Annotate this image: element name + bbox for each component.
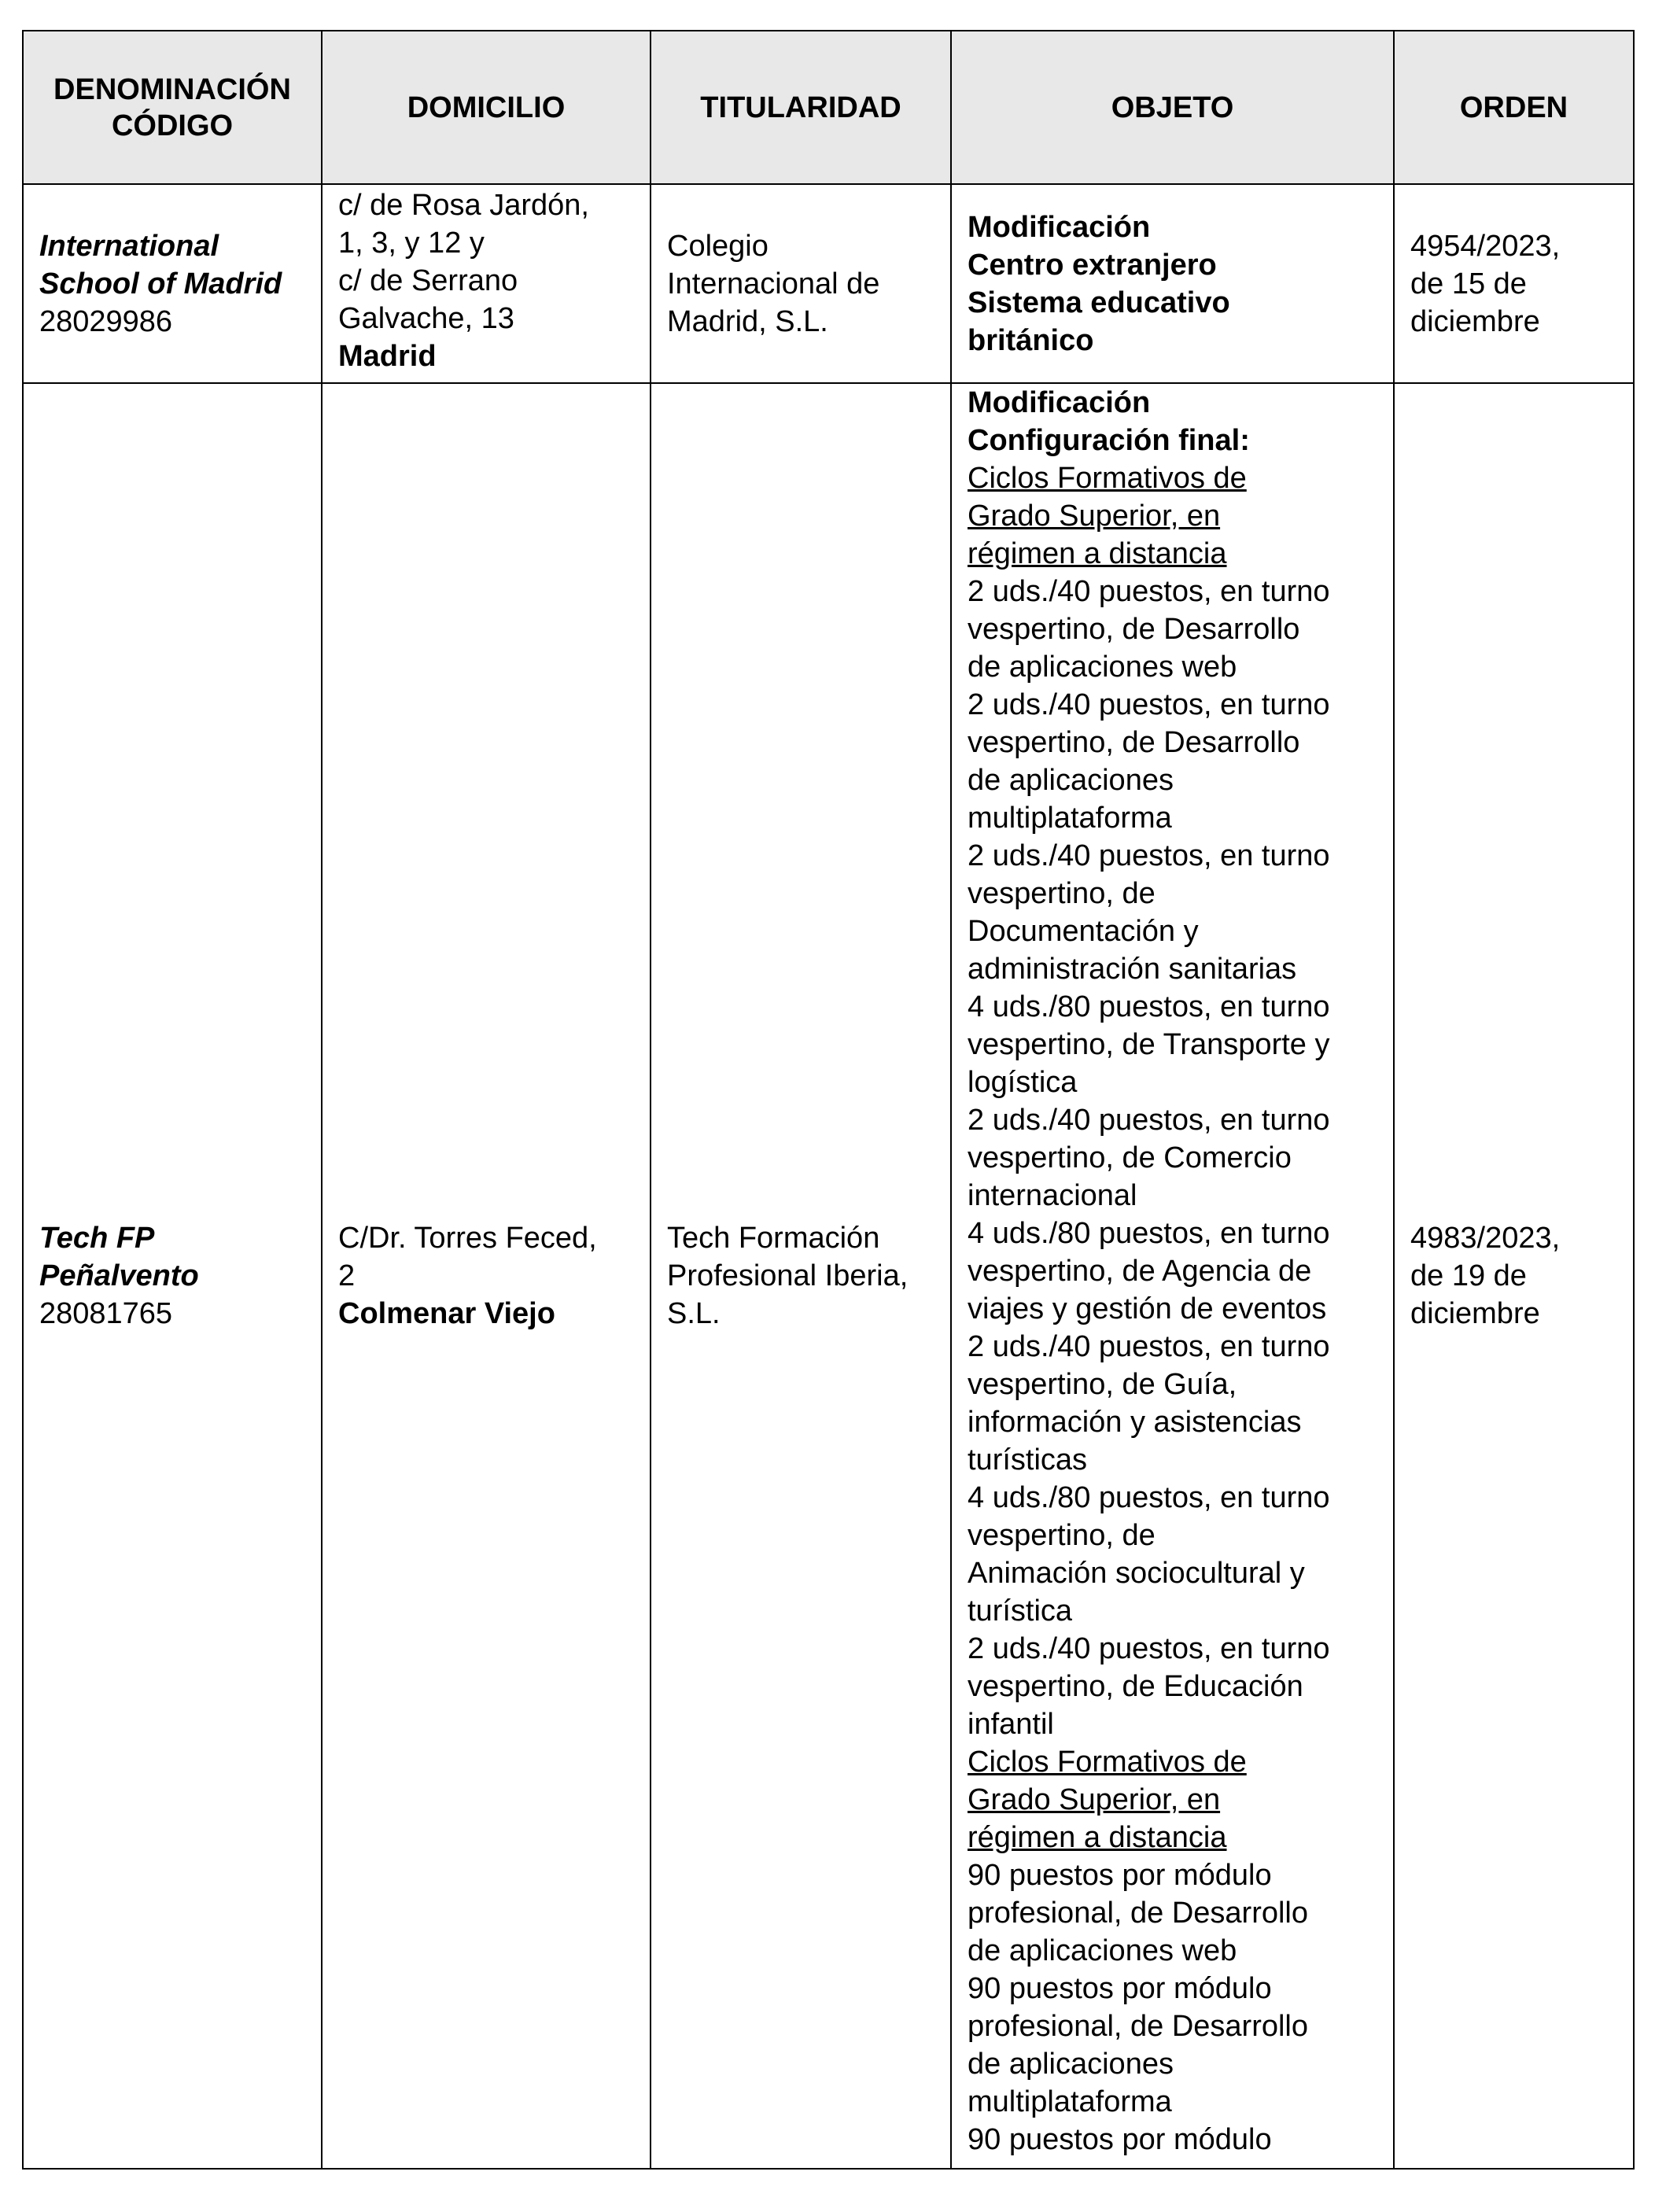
header-titularidad: TITULARIDAD bbox=[651, 31, 951, 184]
owner-line: Tech Formación bbox=[667, 1222, 880, 1255]
object-line: internacional bbox=[968, 1179, 1137, 1212]
table-row bbox=[23, 383, 1634, 2169]
center-name-line: Tech FP bbox=[39, 1222, 155, 1255]
object-line: vespertino, de Guía, bbox=[968, 1368, 1237, 1401]
header-denominacion bbox=[23, 31, 322, 184]
object-line: 4 uds./80 puestos, en turno bbox=[968, 1481, 1330, 1514]
object-line: 4 uds./80 puestos, en turno bbox=[968, 1217, 1330, 1250]
object-line: multiplataforma bbox=[968, 802, 1172, 835]
owner-line: Internacional de bbox=[667, 267, 880, 300]
object-line: Grado Superior, en bbox=[968, 500, 1221, 533]
cell-objeto bbox=[951, 383, 1394, 2169]
order-line: 4954/2023, bbox=[1410, 229, 1561, 263]
object-line: administración sanitarias bbox=[968, 953, 1297, 986]
object-line: Centro extranjero bbox=[968, 248, 1217, 282]
object-line: turísticas bbox=[968, 1443, 1088, 1477]
cell-titularidad bbox=[651, 383, 951, 2169]
object-line: de aplicaciones bbox=[968, 2048, 1174, 2081]
object-line: 2 uds./40 puestos, en turno bbox=[968, 1632, 1330, 1665]
object-line: vespertino, de Comercio bbox=[968, 1141, 1292, 1174]
cell-titularidad bbox=[651, 184, 951, 383]
owner-line: Madrid, S.L. bbox=[667, 304, 828, 338]
object-line: información y asistencias bbox=[968, 1406, 1302, 1439]
address-line: C/Dr. Torres Feced, bbox=[338, 1222, 597, 1255]
object-line: Sistema educativo bbox=[968, 286, 1230, 319]
order-line: 4983/2023, bbox=[1410, 1222, 1561, 1255]
cell-denominacion bbox=[23, 184, 322, 383]
cell-domicilio bbox=[322, 383, 651, 2169]
object-line: 2 uds./40 puestos, en turno bbox=[968, 688, 1330, 721]
center-code: 28029986 bbox=[39, 304, 173, 338]
center-code: 28081765 bbox=[39, 1297, 173, 1330]
object-line: Grado Superior, en bbox=[968, 1783, 1221, 1816]
object-line: profesional, de Desarrollo bbox=[968, 1897, 1309, 1930]
object-line: vespertino, de Agencia de bbox=[968, 1255, 1312, 1288]
order-line: de 19 de bbox=[1410, 1259, 1527, 1292]
object-line: Ciclos Formativos de bbox=[968, 462, 1247, 495]
header-denominacion-label: DENOMINACIÓN bbox=[53, 72, 291, 106]
object-line: vespertino, de Desarrollo bbox=[968, 726, 1300, 759]
object-line: infantil bbox=[968, 1708, 1054, 1741]
locality: Madrid bbox=[338, 340, 437, 373]
cell-denominacion bbox=[23, 383, 322, 2169]
object-line: vespertino, de bbox=[968, 1519, 1156, 1552]
cell-orden bbox=[1394, 383, 1634, 2169]
address-line: Galvache, 13 bbox=[338, 302, 514, 335]
object-line: régimen a distancia bbox=[968, 537, 1227, 570]
center-name-line: School of Madrid bbox=[39, 267, 282, 300]
header-objeto: OBJETO bbox=[951, 31, 1394, 184]
address-line: c/ de Serrano bbox=[338, 264, 518, 297]
object-line: 2 uds./40 puestos, en turno bbox=[968, 575, 1330, 608]
object-line: Configuración final: bbox=[968, 424, 1250, 457]
address-line: c/ de Rosa Jardón, bbox=[338, 189, 589, 222]
object-line: viajes y gestión de eventos bbox=[968, 1292, 1327, 1325]
object-line: 90 puestos por módulo bbox=[968, 1972, 1272, 2005]
center-name-line: International bbox=[39, 229, 219, 263]
object-line: régimen a distancia bbox=[968, 1821, 1227, 1854]
resolutions-table bbox=[22, 30, 1635, 2170]
object-line: 90 puestos por módulo bbox=[968, 1859, 1272, 1892]
cell-domicilio bbox=[322, 184, 651, 383]
object-line: turística bbox=[968, 1594, 1073, 1628]
object-lines bbox=[968, 384, 1377, 2168]
header-row bbox=[23, 31, 1634, 184]
object-line: profesional, de Desarrollo bbox=[968, 2010, 1309, 2043]
object-line: Modificación bbox=[968, 210, 1151, 244]
object-line: vespertino, de Desarrollo bbox=[968, 613, 1300, 646]
address-line: 1, 3, y 12 y bbox=[338, 227, 485, 260]
table-row bbox=[23, 184, 1634, 383]
cell-orden bbox=[1394, 184, 1634, 383]
order-line: diciembre bbox=[1410, 1297, 1540, 1330]
locality: Colmenar Viejo bbox=[338, 1297, 555, 1330]
object-line: 90 puestos por módulo bbox=[968, 2123, 1272, 2156]
object-line: 2 uds./40 puestos, en turno bbox=[968, 1104, 1330, 1137]
object-line: de aplicaciones bbox=[968, 764, 1174, 797]
object-line: 4 uds./80 puestos, en turno bbox=[968, 990, 1330, 1023]
object-line: vespertino, de bbox=[968, 877, 1156, 910]
cell-objeto bbox=[951, 184, 1394, 383]
owner-line: Colegio bbox=[667, 229, 769, 263]
center-name-line: Peñalvento bbox=[39, 1259, 199, 1292]
address-line: 2 bbox=[338, 1259, 356, 1292]
object-line: vespertino, de Transporte y bbox=[968, 1028, 1330, 1061]
object-line: Modificación bbox=[968, 386, 1151, 419]
owner-line: Profesional Iberia, bbox=[667, 1259, 909, 1292]
owner-line: S.L. bbox=[667, 1297, 721, 1330]
object-line: de aplicaciones web bbox=[968, 651, 1237, 684]
header-orden: ORDEN bbox=[1394, 31, 1634, 184]
order-line: de 15 de bbox=[1410, 267, 1527, 300]
object-line: multiplataforma bbox=[968, 2085, 1172, 2118]
object-line: vespertino, de Educación bbox=[968, 1670, 1303, 1703]
object-line: de aplicaciones web bbox=[968, 1934, 1237, 1967]
object-line: 2 uds./40 puestos, en turno bbox=[968, 1330, 1330, 1363]
header-domicilio: DOMICILIO bbox=[322, 31, 651, 184]
object-line: Documentación y bbox=[968, 915, 1199, 948]
object-line: logística bbox=[968, 1066, 1078, 1099]
object-line: Ciclos Formativos de bbox=[968, 1746, 1247, 1779]
header-codigo-label: CÓDIGO bbox=[111, 109, 234, 142]
object-line: Animación sociocultural y bbox=[968, 1557, 1305, 1590]
object-line: británico bbox=[968, 323, 1094, 357]
object-line: 2 uds./40 puestos, en turno bbox=[968, 839, 1330, 872]
order-line: diciembre bbox=[1410, 304, 1540, 338]
